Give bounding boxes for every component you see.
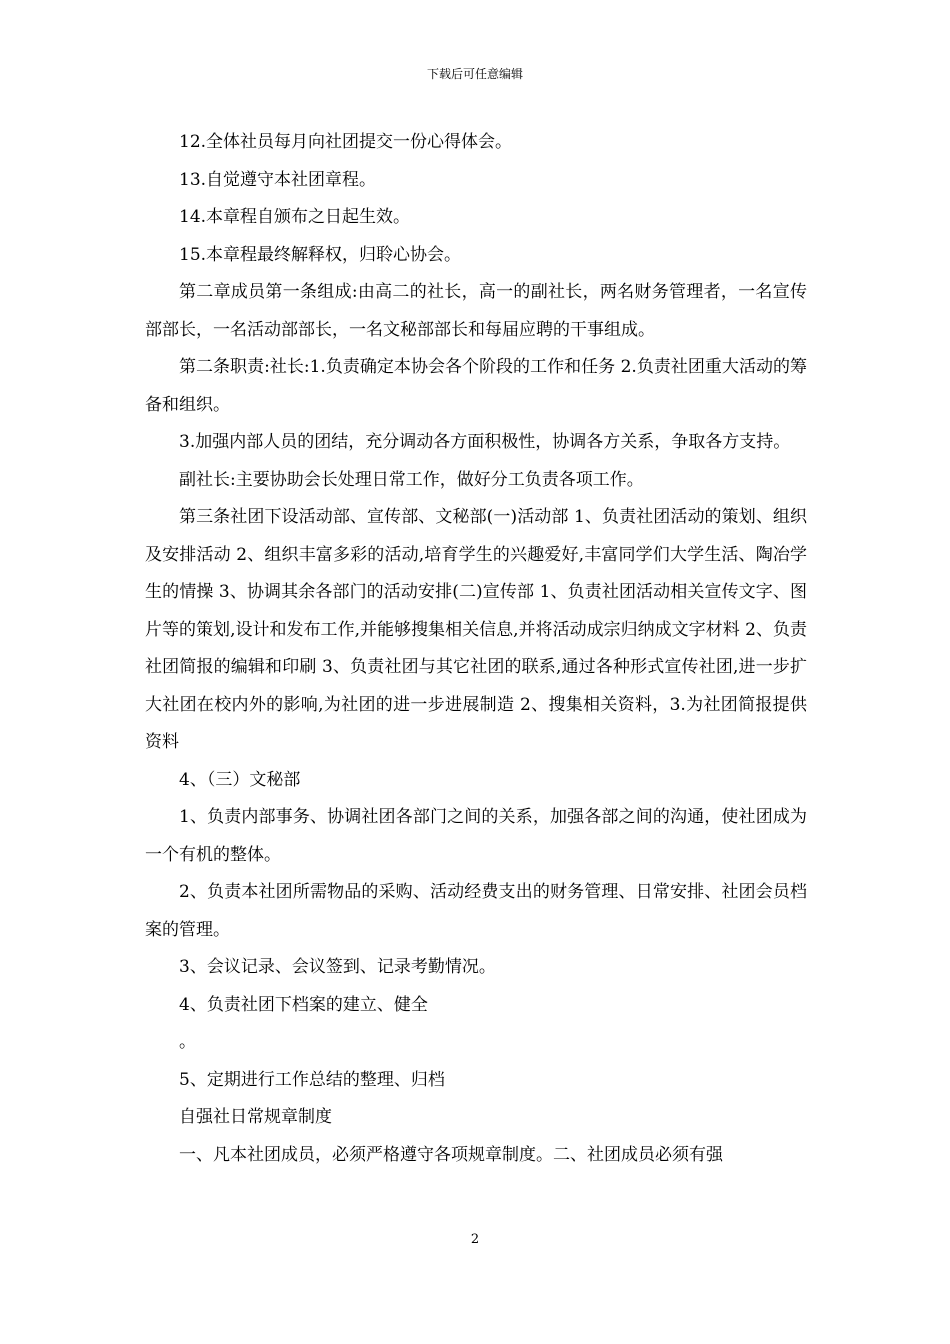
paragraph: 第二条职责:社长:1.负责确定本协会各个阶段的工作和任务 2.负责社团重大活动的筹备和组织。 [145, 357, 807, 415]
paragraph: 3、会议记录、会议签到、记录考勤情况。 [179, 957, 496, 977]
paragraph: 3.加强内部人员的团结，充分调动各方面积极性，协调各方关系，争取各方支持。 [179, 432, 791, 452]
paragraph: 一、凡本社团成员，必须严格遵守各项规章制度。二、社团成员必须有强 [179, 1144, 723, 1165]
paragraph: 1、负责内部事务、协调社团各部门之间的关系，加强各部之间的沟通，使社团成为一个有机的整体。 [145, 807, 807, 865]
paragraph: 15.本章程最终解释权，归聆心协会。 [179, 244, 462, 265]
document-body [145, 124, 807, 1174]
paragraph: 第二章成员第一条组成:由高二的社长，高一的副社长，两名财务管理者，一名宣传部部长，一名活动部部长，一名文秘部部长和每届应聘的干事组成。 [145, 282, 807, 340]
paragraph: 副社长:主要协助会长处理日常工作，做好分工负责各项工作。 [179, 469, 644, 490]
paragraph: 2、负责本社团所需物品的采购、活动经费支出的财务管理、日常安排、社团会员档案的管理。 [145, 882, 807, 940]
paragraph: 13.自觉遵守本社团章程。 [179, 169, 377, 190]
paragraph: 自强社日常规章制度 [179, 1107, 332, 1127]
paragraph: 4、（三）文秘部 [179, 769, 301, 790]
page-header: 下载后可任意编辑 [426, 67, 523, 81]
paragraph: 。 [179, 1032, 196, 1052]
paragraph: 第三条社团下设活动部、宣传部、文秘部(一)活动部 1、负责社团活动的策划、组织及安排活动 2、组织丰富多彩的活动,培育学生的兴趣爱好,丰富同学们大学生活、陶冶学生的情操 3、协调其余各部门的活动安排(二)宣传部 1、负责社团活动相关宣传文字、图片等的策划,设计和发布工作,并能够搜集相关信息,并将活动成宗归纳成文字材料 2、负责社团简报的编辑和印刷 3、负责社团与其它社团的联系,通过各种形式宣传社团,进一步扩大社团在校内外的影响,为社团的进一步进展制造 2、搜集相关资料，3.为社团简报提供资料 [145, 507, 807, 752]
paragraph: 12.全体社员每月向社团提交一份心得体会。 [179, 132, 513, 152]
page-number: 2 [470, 1232, 480, 1247]
paragraph: 5、定期进行工作总结的整理、归档 [179, 1069, 445, 1090]
paragraph: 4、负责社团下档案的建立、健全 [179, 994, 428, 1015]
paragraph: 14.本章程自颁布之日起生效。 [179, 207, 411, 227]
